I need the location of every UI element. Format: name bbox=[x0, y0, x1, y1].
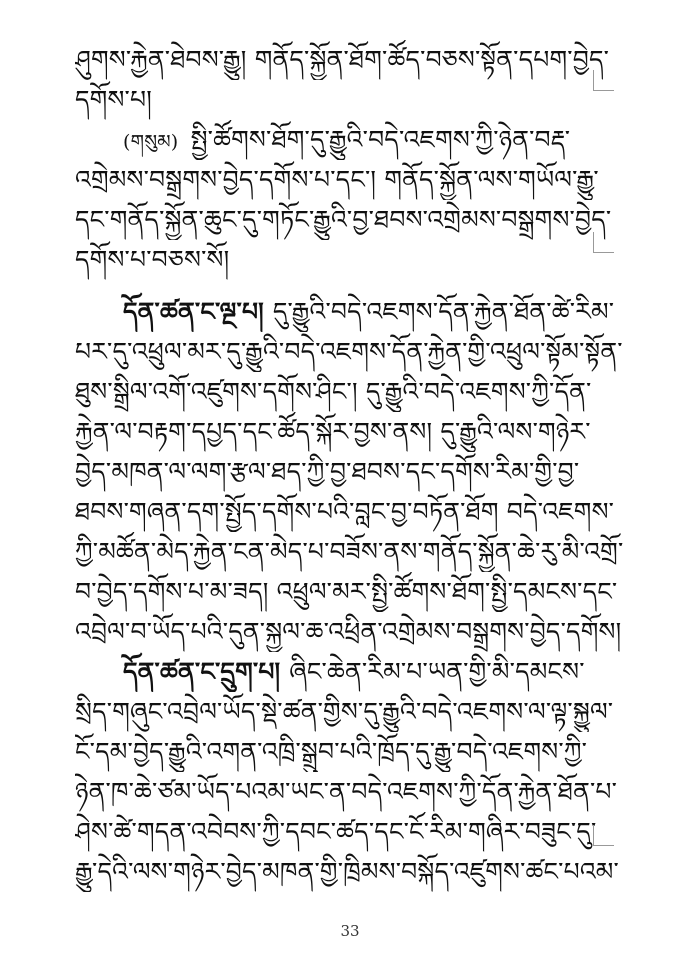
text-line bbox=[75, 452, 623, 492]
section-heading: དོན་ཚན་ང་དྲུག་པ། bbox=[123, 657, 290, 686]
text-line bbox=[75, 812, 623, 852]
list-number: (གསུམ) bbox=[123, 131, 185, 153]
text-line bbox=[75, 120, 623, 160]
text-line bbox=[75, 292, 623, 332]
text-line bbox=[75, 240, 623, 280]
text-line bbox=[75, 332, 623, 372]
text-line bbox=[75, 40, 623, 80]
text-line bbox=[75, 732, 623, 772]
line-end-rule-mark bbox=[593, 232, 614, 253]
text-line bbox=[75, 80, 623, 120]
text-line bbox=[75, 532, 623, 572]
text-segment: ཞིང་ཆེན་རིམ་པ་ཡན་གྱི་མི་དམངས་ bbox=[289, 657, 585, 686]
section-heading: དོན་ཚན་ང་ལྔ་པ། bbox=[123, 297, 273, 326]
text-segment: ཤེས་ཚེ་གདན་འབེབས་ཀྱི་དབང་ཚད་དང་ངོ་རིམ་གཞིར་བཟུང་དུ་ bbox=[75, 817, 597, 846]
text-segment: ཀྱི་མཚོན་མེད་རྐྱེན་ངན་མེད་པ་བཟོས་ནས་གནོད་སྐྱོན་ཆེ་རུ་མི་འགྲོ་ bbox=[75, 537, 623, 566]
text-segment: བ་བྱེད་དགོས་པ་མ་ཟད། འཕྲུལ་མར་སྤྱི་ཚོགས་ཐོག་སྤྱི་དམངས་དང་ bbox=[75, 577, 618, 606]
text-line bbox=[75, 160, 623, 200]
text-line bbox=[75, 372, 623, 412]
text-segment: བྱེད་མཁན་ལ་ལག་རྩལ་ཐད་ཀྱི་བྱ་ཐབས་དང་དགོས་རིམ་གྱི་བྱ་ bbox=[75, 457, 580, 486]
text-segment: སྲིད་གཞུང་འབྲེལ་ཡོད་སྡེ་ཚན་གྱིས་དུ་རྒྱུའི་བདེ་འཇགས་ལ་ལྟ་སྐྱུལ་ bbox=[75, 697, 614, 726]
text-line bbox=[75, 612, 623, 652]
text-line bbox=[75, 412, 623, 452]
text-line bbox=[75, 492, 623, 532]
text-line bbox=[75, 692, 623, 732]
text-segment: ཐུས་སྒྲིལ་འགོ་འཛུགས་དགོས་ཤིང་། དུ་རྒྱུའི་བདེ་འཇགས་ཀྱི་དོན་ bbox=[75, 377, 592, 406]
text-segment: སྤྱི་ཚོགས་ཐོག་དུ་རྒྱུའི་བདེ་འཇགས་ཀྱི་ཉེན་བརྡ་ bbox=[190, 125, 571, 154]
text-segment: འབྲེལ་བ་ཡོད་པའི་དུན་སྐྱལ་ཆ་འཕྲིན་འགྲེམས་བསྒྲགས་བྱེད་དགོས། bbox=[75, 617, 622, 646]
text-segment: དགོས་པ་བཅས་སོ། bbox=[75, 245, 230, 274]
text-segment: ཐབས་གཞན་དག་སྤྱོད་དགོས་པའི་བླང་བྱ་བཏོན་ཐོག བདེ་འཇགས་ bbox=[75, 497, 615, 526]
text-line bbox=[75, 852, 623, 892]
text-segment: འགྲེམས་བསྒྲགས་བྱེད་དགོས་པ་དང་། གནོད་སྐྱོན་ལས་གཡོལ་རྒྱུ་ bbox=[75, 165, 599, 194]
body-text bbox=[75, 40, 623, 892]
text-segment: དགོས་པ། bbox=[75, 85, 152, 114]
text-line bbox=[75, 200, 623, 240]
text-segment: པར་དུ་འཕྲུལ་མར་དུ་རྒྱུའི་བདེ་འཇགས་དོན་རྐྱེན་གྱི་འཕྲུལ་སྟོམ་སྟོན་ bbox=[75, 337, 623, 366]
line-end-rule-mark bbox=[593, 70, 614, 91]
text-segment: རྒྱུ་དེའི་ལས་གཉེར་བྱེད་མཁན་གྱི་ཁྲིམས་བསྐོད་འཛུགས་ཚང་པའམ་ bbox=[75, 857, 620, 886]
text-segment: རྐྱེན་ལ་བརྟག་དཔྱད་དང་ཚོད་སྐོར་བྱས་ནས། དུ་རྒྱུའི་ལས་གཉེར་ bbox=[75, 417, 591, 446]
text-segment: དང་གནོད་སྐྱོན་ཆུང་དུ་གཏོང་རྒྱུའི་བྱ་ཐབས་འགྲེམས་བསྒྲགས་བྱེད་ bbox=[75, 205, 612, 234]
text-segment: དུ་རྒྱུའི་བདེ་འཇགས་དོན་རྐྱེན་ཐོན་ཚེ་རིམ་ bbox=[272, 297, 615, 326]
text-segment: ཉེན་ཁ་ཆེ་ཙམ་ཡོད་པའམ་ཡང་ན་བདེ་འཇགས་ཀྱི་དོན་རྐྱེན་ཐོན་པ་ bbox=[75, 777, 618, 806]
text-line bbox=[75, 772, 623, 812]
line-end-rule-mark bbox=[593, 825, 614, 846]
text-segment: ངོ་དམ་བྱེད་རྒྱུའི་འགན་འཁྲི་སྒྲུབ་པའི་ཁྲོད་དུ་རྒྱུ་བདེ་འཇགས་ཀྱི་ bbox=[75, 737, 588, 766]
page-number: 33 bbox=[340, 922, 360, 940]
text-line bbox=[75, 572, 623, 612]
text-line bbox=[75, 652, 623, 692]
text-segment: ཤུགས་རྐྱེན་ཐེབས་རྒྱུ། གནོད་སྐྱོན་ཐོག་ཚོད་བཅས་སྟོན་དཔག་བྱེད་ bbox=[75, 45, 610, 74]
